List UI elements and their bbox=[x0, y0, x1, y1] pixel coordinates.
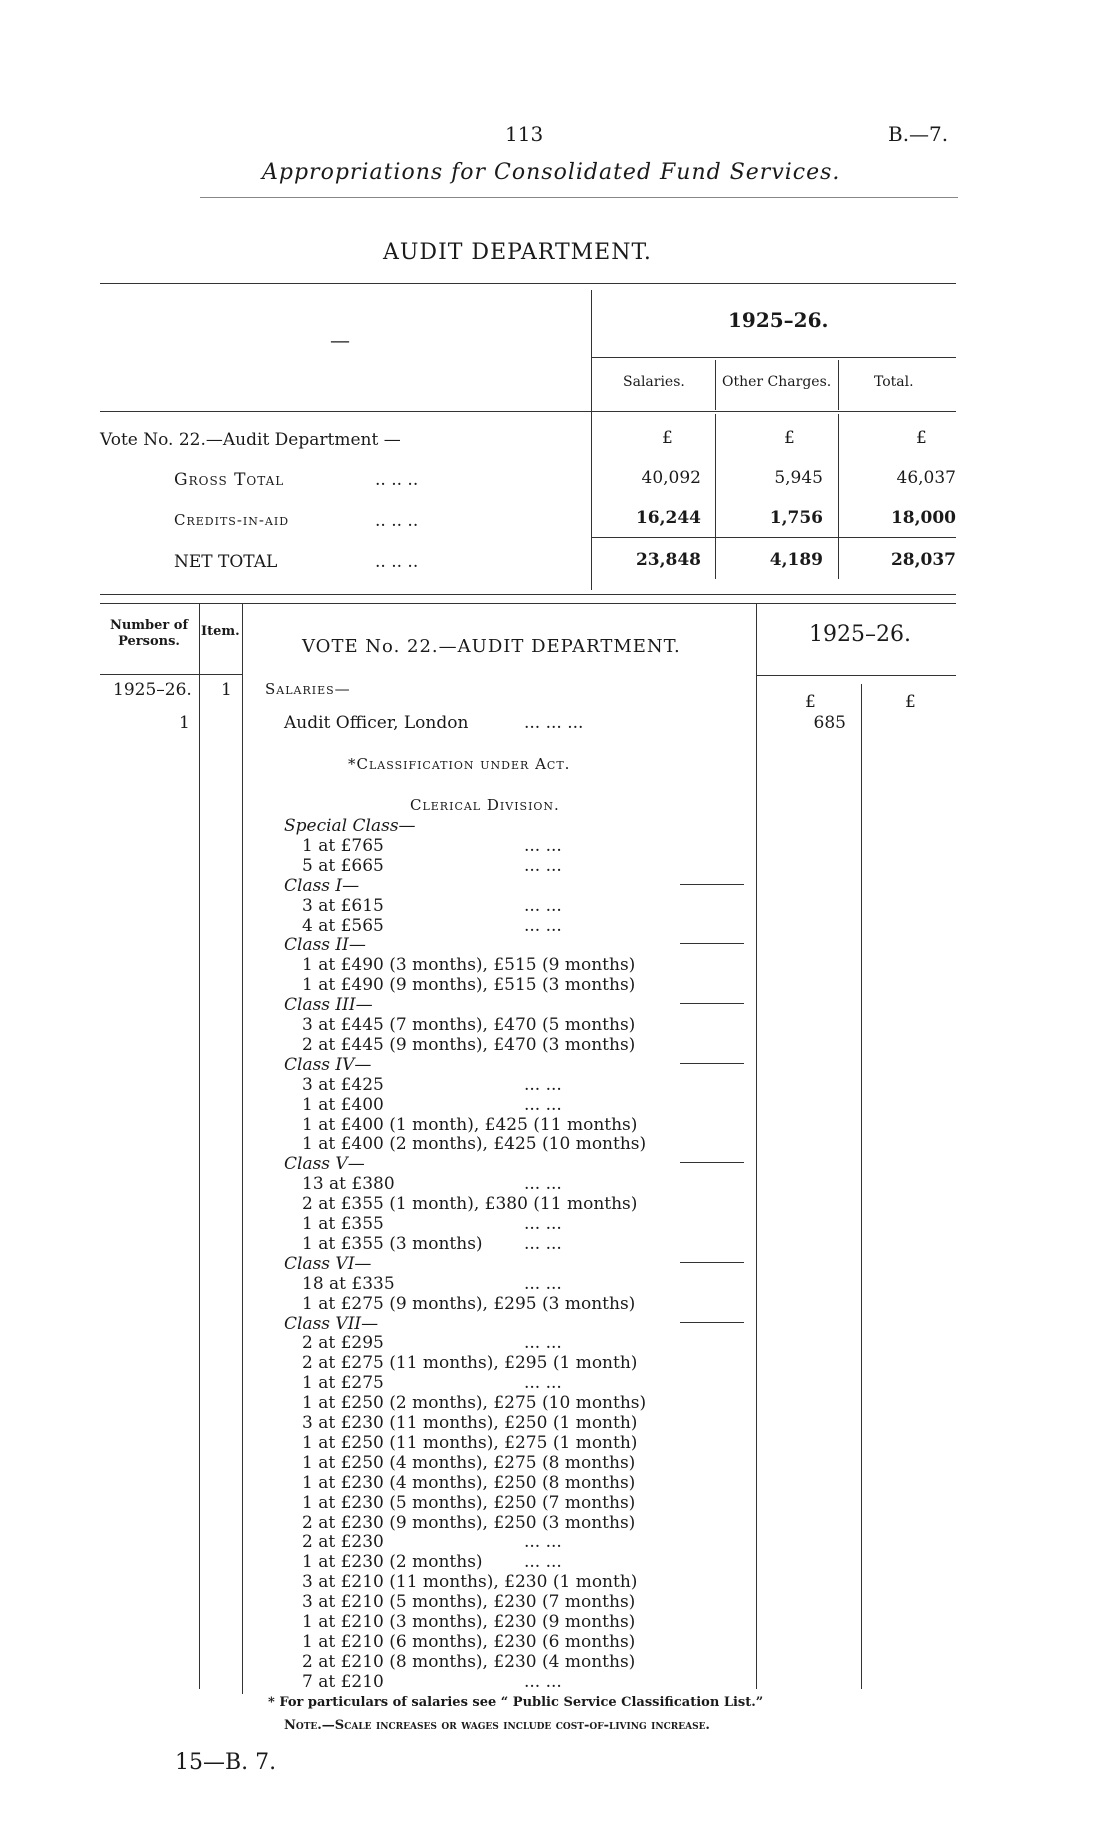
line-label: 2 at £230 (9 months), £250 (3 months) bbox=[302, 1512, 636, 1533]
row-total: 18,000 bbox=[890, 508, 956, 528]
row-other: 1,756 bbox=[769, 508, 823, 528]
row-persons: 1 bbox=[179, 713, 190, 733]
row-salaries: 23,848 bbox=[635, 550, 701, 570]
line-label: 1 at £355 (3 months) bbox=[302, 1233, 483, 1254]
row-leaders: .. .. .. bbox=[375, 511, 419, 531]
note: Note.—Scale increases or wages include cost-of-living increase. bbox=[284, 1718, 710, 1733]
col-number-persons: Number of Persons. bbox=[109, 618, 189, 649]
clerical-division: Clerical Division. bbox=[410, 796, 560, 814]
line-leaders: ... ... bbox=[524, 1671, 562, 1692]
line-label: 2 at £295 bbox=[302, 1333, 384, 1354]
department-title: AUDIT DEPARTMENT. bbox=[383, 240, 652, 265]
line-leaders: ... ... bbox=[524, 855, 562, 876]
currency-total: £ bbox=[916, 428, 927, 448]
line-label: 2 at £275 (11 months), £295 (1 month) bbox=[302, 1353, 638, 1374]
line-label: 13 at £380 bbox=[302, 1174, 395, 1195]
subtotal-rule bbox=[680, 884, 744, 885]
line-label: 2 at £355 (1 month), £380 (11 months) bbox=[302, 1194, 638, 1215]
class-heading: Special Class— bbox=[284, 816, 416, 836]
line-label: 1 at £250 (4 months), £275 (8 months) bbox=[302, 1452, 636, 1473]
line-leaders: ... ... bbox=[524, 895, 562, 916]
row-label: Gross Total bbox=[174, 470, 285, 490]
header-rule bbox=[200, 197, 958, 198]
line-leaders: ... ... bbox=[524, 1532, 562, 1553]
currency-salaries: £ bbox=[662, 428, 673, 448]
class-heading: Class II— bbox=[284, 935, 366, 956]
row-label: Audit Officer, London bbox=[284, 713, 469, 733]
row-amount: 685 bbox=[813, 713, 846, 733]
col-salaries: Salaries. bbox=[623, 374, 685, 390]
row-salaries: 40,092 bbox=[641, 468, 701, 488]
line-label: 2 at £210 (8 months), £230 (4 months) bbox=[302, 1651, 636, 1672]
row-leaders: ... ... ... bbox=[524, 713, 584, 733]
line-label: 1 at £230 (2 months) bbox=[302, 1552, 483, 1573]
line-label: 1 at £490 (9 months), £515 (3 months) bbox=[302, 975, 636, 996]
line-leaders: ... ... bbox=[524, 1094, 562, 1115]
line-label: 3 at £615 bbox=[302, 895, 384, 916]
line-leaders: ... ... bbox=[524, 1214, 562, 1234]
subtotal-rule bbox=[680, 943, 744, 944]
line-label: 18 at £335 bbox=[302, 1273, 395, 1294]
row-label: Credits-in-aid bbox=[174, 511, 290, 529]
line-label: 5 at £665 bbox=[302, 855, 384, 876]
line-label: 3 at £445 (7 months), £470 (5 months) bbox=[302, 1015, 636, 1035]
subtotal-rule bbox=[680, 1003, 744, 1004]
line-label: 1 at £250 (11 months), £275 (1 month) bbox=[302, 1432, 638, 1453]
line-leaders: ... ... bbox=[524, 1174, 562, 1195]
line-leaders: ... ... bbox=[524, 1233, 562, 1254]
persons-year: 1925–26. bbox=[113, 680, 192, 700]
line-leaders: ... ... bbox=[524, 1273, 562, 1294]
line-leaders: ... ... bbox=[524, 1333, 562, 1354]
document-code: B.—7. bbox=[888, 122, 949, 146]
summary-dash: — bbox=[330, 328, 350, 352]
pound-col-b: £ bbox=[905, 692, 916, 712]
detail-year: 1925–26. bbox=[809, 622, 911, 647]
row-other: 5,945 bbox=[774, 468, 823, 488]
col-item: Item. bbox=[201, 624, 240, 639]
row-salaries: 16,244 bbox=[635, 508, 701, 528]
line-label: 4 at £565 bbox=[302, 915, 384, 936]
row-total: 28,037 bbox=[890, 550, 956, 570]
pound-col-a: £ bbox=[805, 692, 816, 712]
row-label: NET TOTAL bbox=[174, 552, 278, 572]
col-total: Total. bbox=[874, 374, 914, 390]
line-label: 1 at £765 bbox=[302, 835, 384, 856]
line-label: 1 at £400 (2 months), £425 (10 months) bbox=[302, 1134, 647, 1155]
vote-label: Vote No. 22.—Audit Department — bbox=[100, 430, 401, 450]
subtotal-rule bbox=[680, 1262, 744, 1263]
class-heading: Class IV— bbox=[284, 1054, 372, 1075]
item-number: 1 bbox=[221, 680, 232, 700]
row-total: 46,037 bbox=[896, 468, 956, 488]
subtotal-rule bbox=[680, 1162, 744, 1163]
page-footer: 15—B. 7. bbox=[175, 1750, 277, 1775]
currency-other: £ bbox=[784, 428, 795, 448]
class-heading: Class III— bbox=[284, 995, 373, 1016]
line-leaders: ... ... bbox=[524, 835, 562, 856]
page-number: 113 bbox=[505, 122, 544, 146]
classification-heading: *Classification under Act. bbox=[348, 755, 571, 773]
class-heading: Class VII— bbox=[284, 1313, 379, 1334]
line-label: 1 at £230 (5 months), £250 (7 months) bbox=[302, 1492, 636, 1513]
subtotal-rule bbox=[680, 1063, 744, 1064]
class-heading: Class V— bbox=[284, 1154, 365, 1175]
line-label: 7 at £210 bbox=[302, 1671, 384, 1692]
line-label: 3 at £230 (11 months), £250 (1 month) bbox=[302, 1413, 638, 1433]
line-label: 1 at £400 bbox=[302, 1094, 384, 1115]
line-leaders: ... ... bbox=[524, 915, 562, 936]
class-heading: Class VI— bbox=[284, 1253, 372, 1274]
line-label: 3 at £210 (11 months), £230 (1 month) bbox=[302, 1572, 638, 1593]
line-label: 1 at £250 (2 months), £275 (10 months) bbox=[302, 1393, 647, 1414]
subtotal-rule bbox=[680, 1322, 744, 1323]
line-label: 1 at £275 (9 months), £295 (3 months) bbox=[302, 1293, 636, 1314]
line-label: 1 at £490 (3 months), £515 (9 months) bbox=[302, 955, 636, 976]
vote-title: VOTE No. 22.—AUDIT DEPARTMENT. bbox=[302, 636, 681, 657]
line-leaders: ... ... bbox=[524, 1552, 562, 1573]
col-other-charges: Other Charges. bbox=[722, 374, 832, 390]
line-label: 3 at £425 bbox=[302, 1074, 384, 1095]
line-leaders: ... ... bbox=[524, 1074, 562, 1095]
row-leaders: .. .. .. bbox=[375, 552, 419, 572]
line-label: 3 at £210 (5 months), £230 (7 months) bbox=[302, 1592, 636, 1613]
row-leaders: .. .. .. bbox=[375, 470, 419, 490]
line-label: 2 at £445 (9 months), £470 (3 months) bbox=[302, 1034, 636, 1055]
page-title: Appropriations for Consolidated Fund Services. bbox=[262, 160, 841, 185]
row-other: 4,189 bbox=[769, 550, 823, 570]
line-leaders: ... ... bbox=[524, 1373, 562, 1394]
line-label: 1 at £400 (1 month), £425 (11 months) bbox=[302, 1114, 638, 1135]
line-label: 1 at £210 (3 months), £230 (9 months) bbox=[302, 1612, 636, 1632]
summary-year: 1925–26. bbox=[728, 308, 829, 332]
line-label: 1 at £230 (4 months), £250 (8 months) bbox=[302, 1472, 636, 1493]
line-label: 2 at £230 bbox=[302, 1532, 384, 1553]
class-heading: Class I— bbox=[284, 875, 360, 896]
line-label: 1 at £210 (6 months), £230 (6 months) bbox=[302, 1631, 636, 1652]
salaries-heading: Salaries— bbox=[265, 680, 351, 698]
line-label: 1 at £355 bbox=[302, 1214, 384, 1234]
line-label: 1 at £275 bbox=[302, 1373, 384, 1394]
footnote: * For particulars of salaries see “ Public Service Classification List.” bbox=[268, 1695, 764, 1710]
